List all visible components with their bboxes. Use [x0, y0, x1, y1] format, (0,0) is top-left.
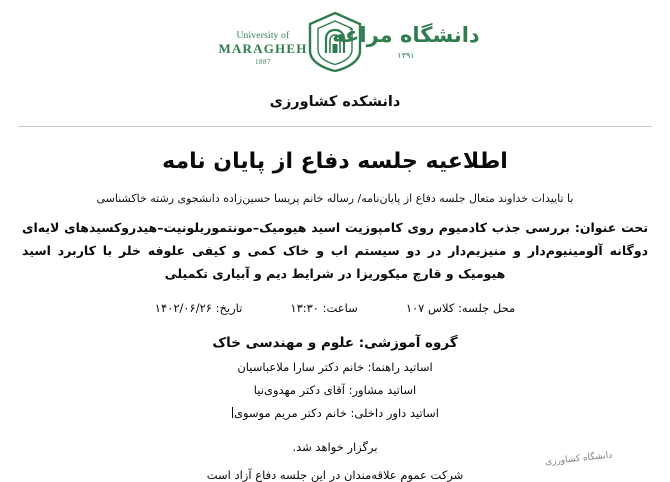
- supervisor-row: [22, 360, 648, 374]
- university-en-line2: MARAGHEH: [218, 40, 308, 56]
- time-value: ۱۳:۳۰: [290, 301, 319, 316]
- department-row: [22, 335, 648, 351]
- supervisor-name: خانم دکتر سارا ملاعباسیان: [237, 360, 364, 375]
- time-label: ساعت:: [322, 301, 358, 316]
- open-attendance-note: شرکت عموم علاقه‌مندان در این جلسه دفاع آزاد است: [206, 468, 464, 482]
- text-cursor: [232, 407, 233, 418]
- place-label: محل جلسه:: [458, 301, 516, 316]
- university-name-fa: [321, 23, 491, 60]
- meta-date: [155, 301, 243, 315]
- date-value: ۱۴۰۲/۰۶/۲۶: [154, 301, 212, 316]
- thesis-subject: [22, 216, 648, 285]
- advisor-role: اساتید مشاور:: [348, 383, 417, 398]
- document-body: [0, 149, 670, 482]
- university-en-year: 1887: [255, 57, 271, 66]
- subject-text: بررسی جذب کادمیوم روی کامپوزیت اسید هیومیک–مونتموریلونیت–هیدروکسیدهای لایه‌ای دوگانه آلومینیوم‌دار و منیزیم‌دار در دو سیستم اب و خاک کمی و کیفی علوفه خلر با کاربرد اسید هیومیک و قارچ میکوریزا در شرایط دیم و آبیاری تکمیلی: [22, 220, 648, 282]
- place-value: کلاس ۱۰۷: [405, 301, 455, 316]
- intro-text: با تاییدات خداوند متعال جلسه دفاع از پایان‌نامه/ رساله خانم پریسا حسین‌زاده دانشجوی رشته خاکشناسی: [96, 192, 574, 205]
- page-header: [0, 0, 670, 82]
- header-divider: [18, 126, 652, 127]
- session-meta: [22, 301, 648, 315]
- page-title: اطلاعیه جلسه دفاع از پایان نامه: [162, 149, 508, 174]
- meta-place: [406, 301, 515, 315]
- faculty-name: دانشکده کشاورزی: [269, 94, 401, 110]
- university-name-en: [203, 31, 323, 66]
- internal-referee-row: [22, 406, 648, 420]
- internal-referee-name: خانم دکتر مریم موسوی: [233, 406, 347, 421]
- meta-time: [290, 301, 357, 315]
- footer-signature: دانشگاه کشاورزی: [544, 450, 613, 468]
- date-label: تاریخ:: [215, 301, 243, 316]
- advisor-name: آقای دکتر مهدوی‌نیا: [253, 383, 345, 398]
- advisor-row: [22, 383, 648, 397]
- university-fa-year: ۱۳۹۱: [397, 51, 415, 60]
- supervisor-role: اساتید راهنما:: [367, 360, 433, 375]
- department-value: علوم و مهندسی خاک: [212, 335, 355, 352]
- university-fa-title: دانشگاه مراغه: [332, 23, 480, 47]
- department-label: گروه آموزشی:: [358, 335, 458, 352]
- subject-label: تحت عنوان:: [574, 220, 649, 235]
- university-logo-block: [0, 8, 670, 78]
- held-note: برگزار خواهد شد.: [292, 440, 378, 455]
- internal-referee-role: اساتید داور داخلی:: [350, 406, 439, 421]
- page-footer: [22, 440, 648, 466]
- university-en-line1: University of: [236, 31, 290, 41]
